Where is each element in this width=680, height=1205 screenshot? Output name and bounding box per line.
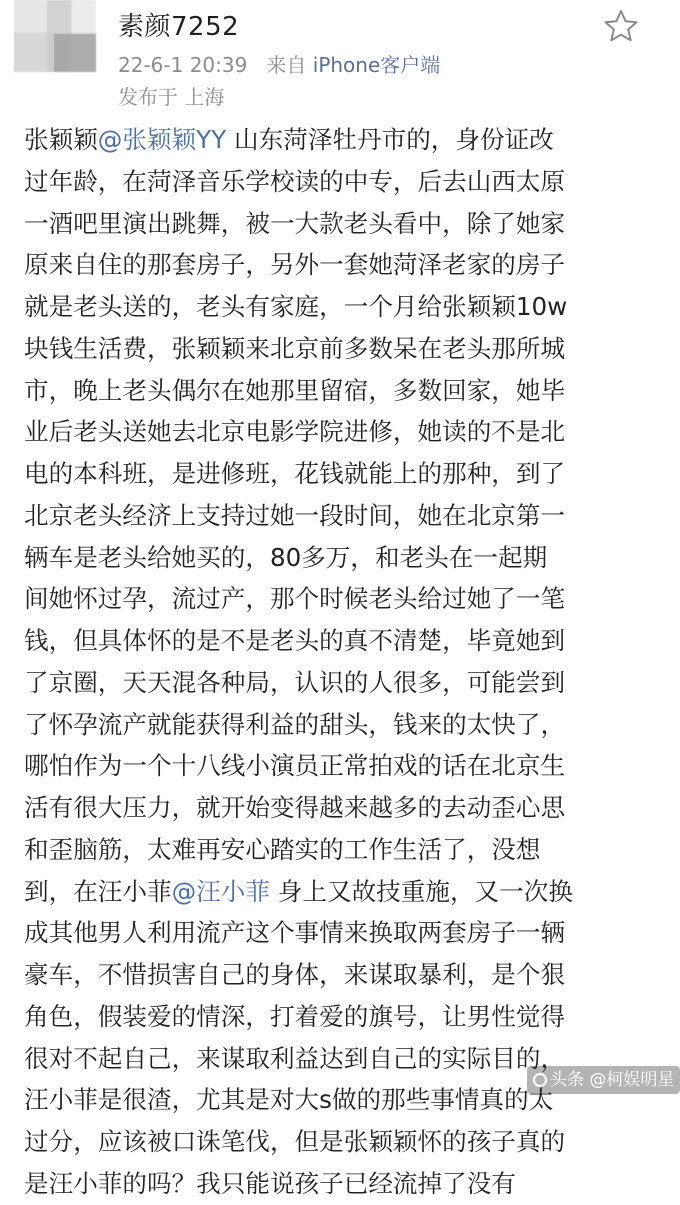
post-line: 了怀孕流产就能获得利益的甜头，钱来的太快了， (24, 709, 566, 739)
post-line: 是汪小菲的吗？我只能说孩子已经流掉了没有 (24, 1168, 516, 1198)
post-source-link[interactable]: iPhone客户端 (312, 53, 441, 77)
post-line: 原来自住的那套房子，另外一套她菏泽老家的房子 (24, 250, 566, 280)
post-line: 和歪脑筋，太难再安心踏实的工作生活了，没想 (24, 834, 541, 864)
post-username[interactable]: 素颜7252 (118, 12, 240, 42)
post-line: 业后老头送她去北京电影学院进修，她读的不是北 (24, 417, 566, 447)
post-body (24, 119, 639, 1205)
post-text: 张颖颖 (24, 125, 98, 154)
post-line: 辆车是老头给她买的，80多万，和老头在一起期 (24, 542, 548, 572)
post-text: 到，在汪小菲 (24, 876, 172, 906)
post-text: 山东菏泽牡丹市的，身份证改 (226, 125, 554, 154)
post-line: 就是老头送的，老头有家庭，一个月给张颖颖10w (24, 292, 568, 321)
post-line: 一酒吧里演出跳舞，被一大款老头看中，除了她家 (24, 208, 566, 238)
post-line: 成其他男人利用流产这个事情来换取两套房子一辆 (24, 918, 566, 948)
post-line: 很对不起自己，来谋取利益达到自己的实际目的， (24, 1043, 566, 1073)
post-line (24, 871, 639, 913)
watermark-text: 头条 @柯娱明星 (550, 1070, 675, 1090)
post-line: 汪小菲是很渣，尤其是对大s做的那些事情真的太 (24, 1085, 554, 1115)
post-location: 发布于 上海 (118, 85, 225, 109)
star-outline-icon[interactable] (603, 8, 639, 44)
post-text: 身上又故技重施，又一次换 (269, 876, 573, 906)
post-timestamp: 22-6-1 20:39 (118, 53, 248, 77)
post-line: 活有很大压力，就开始变得越来越多的去动歪心思 (24, 793, 566, 822)
post-line: 豪车，不惜损害自己的身体，来谋取暴利，是个狠 (24, 960, 566, 989)
post-line: 过分，应该被口诛笔伐，但是张颖颖怀的孩子真的 (24, 1127, 566, 1156)
post-source-prefix: 来自 (266, 53, 307, 77)
mention-link[interactable]: @张颖颖YY (97, 125, 227, 154)
post-line: 哪怕作为一个十八线小演员正常拍戏的话在北京生 (24, 751, 566, 781)
post-line: 过年龄，在菏泽音乐学校读的中专，后去山西太原 (24, 166, 566, 196)
post-meta (118, 49, 440, 78)
post-line: 了京圈，天天混各种局，认识的人很多，可能尝到 (24, 667, 566, 697)
post-line: 间她怀过孕，流过产，那个时候老头给过她了一笔 (24, 584, 566, 614)
post-line (24, 119, 639, 161)
watermark-logo-icon (533, 1073, 547, 1087)
mention-link[interactable]: @汪小菲 (171, 876, 270, 906)
post-line: 角色，假装爱的情深，打着爱的旗号，让男性觉得 (24, 1001, 566, 1031)
user-avatar[interactable] (14, 0, 96, 72)
watermark (527, 1066, 680, 1094)
post-line: 钱，但具体怀的是不是老头的真不清楚，毕竟她到 (24, 626, 566, 655)
post-line: 块钱生活费，张颖颖来北京前多数呆在老头那所城 (24, 333, 566, 363)
post-line: 北京老头经济上支持过她一段时间，她在北京第一 (24, 500, 566, 530)
post-line: 市，晚上老头偶尔在她那里留宿，多数回家，她毕 (24, 375, 566, 405)
post-line: 电的本科班，是进修班，花钱就能上的那种，到了 (24, 459, 566, 488)
